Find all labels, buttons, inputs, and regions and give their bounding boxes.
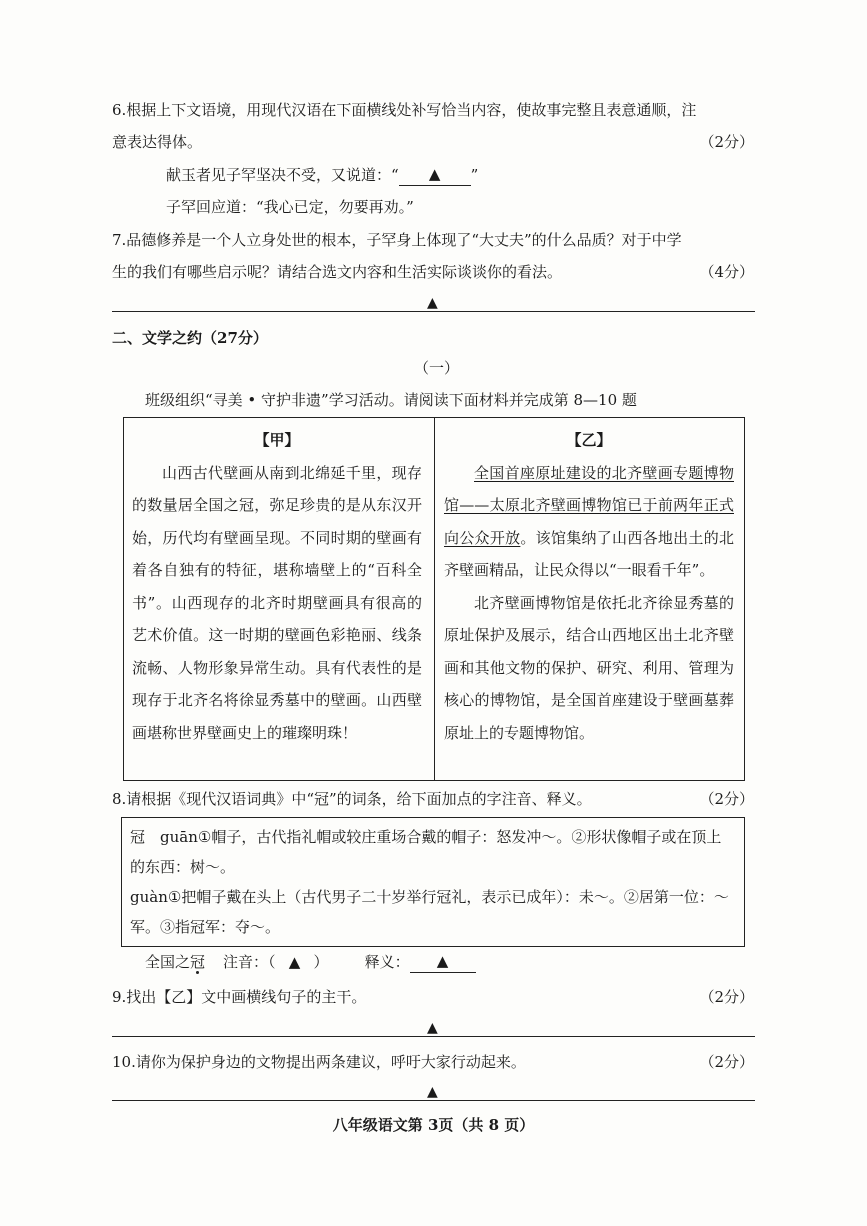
q8-text: 8.请根据《现代汉语词典》中“冠”的词条，给下面加点的字注音、释义。 bbox=[112, 790, 592, 808]
q8-pinyin-label: 注音：（ bbox=[223, 953, 276, 971]
q6-dialog2: 子罕回应道：“我心已定，勿要再劝。” bbox=[166, 198, 414, 216]
q10-answer-line[interactable] bbox=[112, 1100, 755, 1101]
material-a bbox=[132, 424, 422, 749]
material-a-text: 山西古代壁画从南到北绵延千里，现存的数量居全国之冠，弥足珍贵的是从东汉开始，历代均有壁画呈现。不同时期的壁画有着各自独有的特征，堪称墙壁上的“百科全书”。山西现存的北齐时期壁画具有很高的艺术价值。这一时期的壁画色彩艳丽、线条流畅、人物形象异常生动。具有代表性的是现存于北齐名将徐显秀墓中的壁画。山西壁画堪称世界壁画史上的璀璨明珠！ bbox=[132, 463, 422, 742]
q9-text: 9.找出【乙】文中画横线句子的主干。 bbox=[112, 988, 367, 1006]
q6-score: （2分） bbox=[699, 133, 754, 151]
q6-answer-blank[interactable] bbox=[399, 163, 471, 186]
material-b-underlined-sentence: 全国首座原址建设的北齐壁画专题博物馆——太原北齐壁画博物馆已于前两年正式向公众开放 bbox=[444, 463, 734, 547]
page-footer: 八年级语文第 3页（共 8 页） bbox=[332, 1116, 535, 1134]
q7-score: （4分） bbox=[699, 263, 754, 281]
q10-text: 10.请你为保护身边的文物提出两条建议，呼吁大家行动起来。 bbox=[112, 1053, 526, 1071]
q8-dotted-char: 冠 bbox=[190, 953, 206, 971]
dict-entry-guan4: guàn①把帽子戴在头上（古代男子二十岁举行冠礼，表示已成年）：未～。②居第一位：～军。③指冠军：夺～。 bbox=[130, 888, 729, 936]
q6-line2: 意表达得体。 bbox=[112, 133, 203, 151]
q7-line1: 7.品德修养是一个人立身处世的根本，子罕身上体现了“大丈夫”的什么品质？对于中学 bbox=[112, 231, 682, 249]
material-b bbox=[444, 424, 734, 749]
q6-dialog1-suffix: ” bbox=[470, 166, 479, 184]
material-b-para1 bbox=[444, 457, 734, 587]
answer-triangle-icon: ▲ bbox=[288, 953, 301, 971]
q9-answer-line[interactable] bbox=[112, 1036, 755, 1037]
q8-meaning-label: 释义： bbox=[364, 953, 410, 971]
table-divider bbox=[434, 418, 435, 780]
section-title: 二、文学之约（27分） bbox=[112, 329, 268, 347]
answer-triangle-icon: ▲ bbox=[427, 1020, 438, 1036]
q7-line2: 生的我们有哪些启示呢？请结合选文内容和生活实际谈谈你的看法。 bbox=[112, 263, 563, 281]
q8-pinyin-close: ） bbox=[313, 953, 329, 971]
section-sub: （一） bbox=[414, 359, 460, 377]
q9-score: （2分） bbox=[699, 988, 754, 1006]
q8-word-prefix: 全国之 bbox=[145, 953, 191, 971]
answer-triangle-icon: ▲ bbox=[436, 952, 449, 970]
q6-dialog1-prefix: 献玉者见子罕坚决不受，又说道：“ bbox=[166, 166, 399, 184]
q8-score: （2分） bbox=[699, 790, 754, 808]
q6-line1: 6.根据上下文语境，用现代汉语在下面横线处补写恰当内容，使故事完整且表意通顺，注 bbox=[112, 101, 697, 119]
material-b-para2: 北齐壁画博物馆是依托北齐徐显秀墓的原址保护及展示，结合山西地区出土北齐壁画和其他文物的保护、研究、利用、管理为核心的博物馆，是全国首座建设于壁画墓葬原址上的专题博物馆。 bbox=[444, 593, 734, 742]
q6-dialog1 bbox=[166, 164, 478, 187]
material-a-head: 【甲】 bbox=[254, 431, 300, 449]
section-intro: 班级组织“寻美 • 守护非遗”学习活动。请阅读下面材料并完成第 8—10 题 bbox=[145, 391, 637, 409]
answer-triangle-icon: ▲ bbox=[427, 295, 438, 311]
q8-meaning-blank[interactable] bbox=[410, 950, 476, 973]
answer-triangle-icon: ▲ bbox=[428, 165, 441, 183]
material-b-rest: 。该馆集纳了山西各地出土的北齐壁画精品，让民众得以“一眼看千年”。 bbox=[444, 528, 734, 579]
q10-score: （2分） bbox=[699, 1053, 754, 1071]
q7-answer-line[interactable] bbox=[112, 311, 755, 312]
q8-answer-row bbox=[145, 951, 476, 974]
material-table bbox=[123, 417, 745, 781]
material-b-head: 【乙】 bbox=[566, 431, 612, 449]
q8-pinyin-blank[interactable] bbox=[276, 951, 314, 973]
dict-entry-guan1: 冠 guān①帽子，古代指礼帽或较庄重场合戴的帽子：怒发冲～。②形状像帽子或在顶上的东西：树～。 bbox=[130, 828, 722, 876]
dictionary-entry-box bbox=[121, 817, 745, 947]
answer-triangle-icon: ▲ bbox=[427, 1084, 438, 1100]
